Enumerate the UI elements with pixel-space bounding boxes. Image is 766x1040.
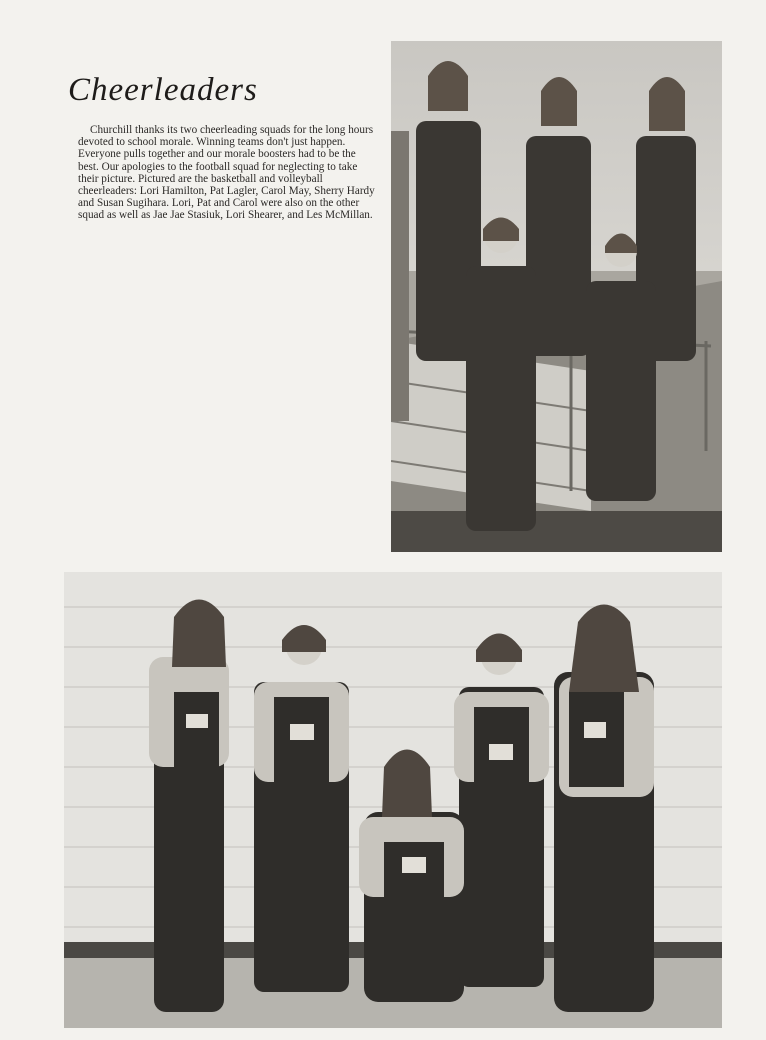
caption-paragraph: Churchill thanks its two cheerleading squads for the long hours devoted to school morale. Winning teams don't just happen. Everyone pulls together and our morale boosters had to be the best. Our apologies to the football squad for neglecting to take their picture. Pictured are the basketball and volleyball cheerleaders: Lori Hamilton, Pat Lagler, Carol May, Sherry Hardy and Susan Sugihara. Lori, Pat and Carol were also on the other squad as well as Jae Jae Stasiuk, Lori Shearer, and Les McMillan. (78, 124, 375, 222)
page-title: Cheerleaders (68, 72, 258, 108)
bottom-photo (64, 572, 722, 1028)
top-photo (391, 41, 722, 552)
